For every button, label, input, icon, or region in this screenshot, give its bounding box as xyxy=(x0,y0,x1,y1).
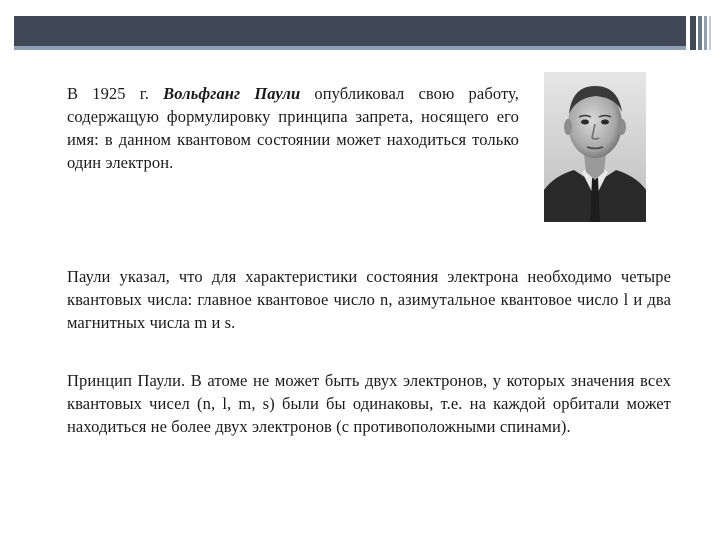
scientist-name: Вольфганг Паули xyxy=(163,84,301,103)
header-accent-line xyxy=(14,46,686,50)
intro-prefix: В 1925 г. xyxy=(67,84,164,103)
portrait-photo xyxy=(544,72,646,222)
intro-suffix: опубликовал свою работу, содержащую формулировку принципа запрета, носящего его имя: в данном квантовом состоянии может находиться только один электрон. xyxy=(67,84,519,172)
pauli-principle-paragraph: Принцип Паули. В атоме не может быть двух электронов, у которых значения всех квантовых чисел (n, l, m, s) были бы одинаковы, т.е. на каждой орбитали может находиться не более двух электронов (с противоположными спинами). xyxy=(67,371,671,436)
quantum-numbers-paragraph: Паули указал, что для характеристики состояния электрона необходимо четыре квантовых числа: главное квантовое число n, азимутальное квантовое число l и два магнитных числа m и s. xyxy=(67,267,671,332)
header-band xyxy=(14,16,686,46)
header-decoration xyxy=(690,16,712,48)
intro-paragraph xyxy=(67,82,519,174)
portrait-image xyxy=(544,72,646,222)
